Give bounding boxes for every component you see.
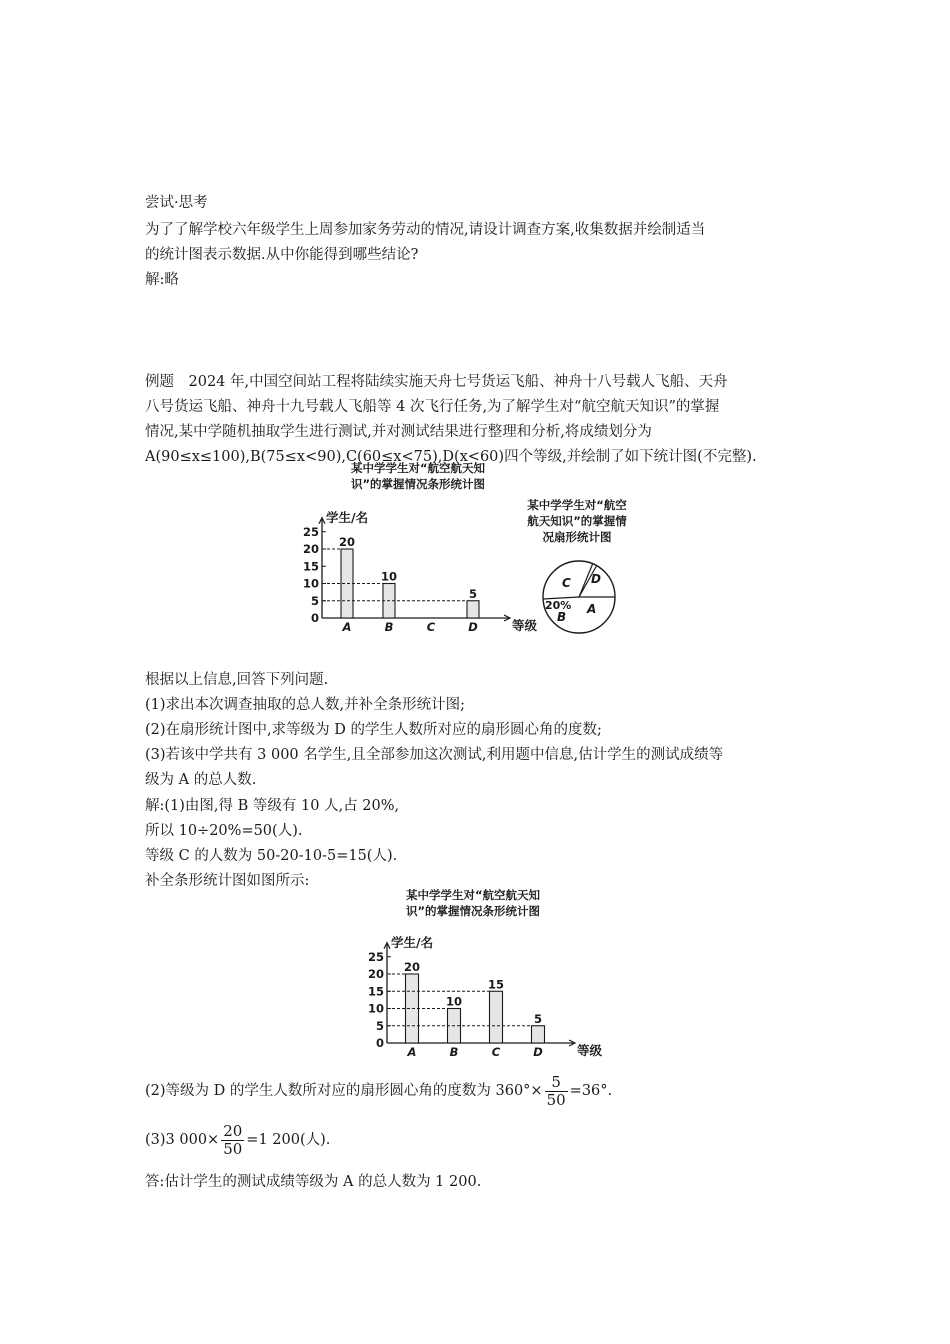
solution-text: (3)3 000× <box>145 1132 220 1148</box>
solution-text: =36°. <box>569 1083 613 1099</box>
bar-value-label: 20 <box>403 960 421 974</box>
solution-step: 解:(1)由图,得 B 等级有 10 人,占 20%, <box>145 798 400 814</box>
x-tick-label: A <box>342 620 352 634</box>
y-tick-label: 20 <box>302 542 319 556</box>
answer-text: 解:略 <box>145 272 179 288</box>
bar-c <box>490 991 503 1043</box>
chart-title: 某中学学生对“航空航天知 <box>350 461 486 475</box>
y-tick-label: 0 <box>375 1036 384 1050</box>
pie-label-d: D <box>591 572 601 586</box>
bar-chart-plot <box>368 935 603 1059</box>
x-tick-label: B <box>449 1045 459 1059</box>
y-tick-label: 0 <box>310 611 319 625</box>
fraction <box>545 1074 568 1109</box>
question-item: (3)若该中学共有 3 000 名学生,且全部参加这次测试,利用题中信息,估计学生的测试成绩等 <box>145 747 724 763</box>
y-tick-label: 25 <box>302 524 319 539</box>
pie-label-a: A <box>587 602 597 616</box>
question-item: (2)在扇形统计图中,求等级为 D 的学生人数所对应的扇形圆心角的度数; <box>145 722 602 738</box>
solution-step: 等级 C 的人数为 50-20-10-5=15(人). <box>145 848 398 864</box>
solution-step: 补全条形统计图如图所示: <box>145 873 310 889</box>
bar-value-label: 15 <box>487 977 505 992</box>
bar-chart-incomplete <box>295 460 538 640</box>
chart-title: 航天知识”的掌握情 <box>527 514 627 528</box>
solution-step: 所以 10÷20%=50(人). <box>145 823 303 839</box>
chart-title: 况扇形统计图 <box>542 530 612 544</box>
pie-label-percent: 20% <box>545 599 572 612</box>
x-tick-label: D <box>468 620 478 634</box>
bar-value-label: 20 <box>338 535 356 549</box>
solution-step <box>145 1121 330 1159</box>
x-tick-label: C <box>491 1045 501 1059</box>
x-axis-label: 等级 <box>577 1043 603 1058</box>
question-text: 的统计图表示数据.从中你能得到哪些结论? <box>145 247 419 263</box>
y-tick-label: 5 <box>310 593 319 608</box>
bar-value-label: 5 <box>533 1011 543 1026</box>
example-text: 例题 2024 年,中国空间站工程将陆续实施天舟七号货运飞船、神舟十八号载人飞船、天舟 <box>145 374 728 390</box>
chart-title: 某中学学生对“航空航天知 <box>405 888 541 902</box>
pie-label-b: B <box>557 610 567 624</box>
chart-title: 识”的掌握情况条形统计图 <box>405 904 541 918</box>
y-tick-label: 10 <box>302 576 319 591</box>
y-tick-label: 25 <box>367 949 384 964</box>
fraction-numerator: 5 <box>545 1074 568 1092</box>
y-tick-label: 15 <box>302 559 319 574</box>
y-tick-label: 15 <box>367 984 384 999</box>
bar-chart-plot <box>303 510 538 634</box>
x-tick-label: A <box>407 1045 417 1059</box>
question-item: (1)求出本次调查抽取的总人数,并补全条形统计图; <box>145 697 466 713</box>
y-tick-label: 5 <box>375 1018 384 1033</box>
solution-text: (2)等级为 D 的学生人数所对应的扇形圆心角的度数为 360°× <box>145 1083 543 1099</box>
fraction-denominator: 50 <box>223 1139 243 1158</box>
y-axis-label: 学生/名 <box>326 509 369 525</box>
bar-d <box>532 1026 545 1043</box>
fraction-denominator: 50 <box>546 1090 566 1109</box>
x-tick-label: C <box>426 620 436 634</box>
y-tick-label: 10 <box>367 1001 384 1016</box>
final-answer: 答:估计学生的测试成绩等级为 A 的总人数为 1 200. <box>145 1174 482 1190</box>
bar-chart-complete <box>360 885 603 1065</box>
bar-d <box>467 601 479 618</box>
example-text: A(90≤x≤100),B(75≤x<90),C(60≤x<75),D(x<60)四个等级,并绘制了如下统计图(不完整). <box>145 449 757 465</box>
bar-value-label: 10 <box>380 569 398 584</box>
fraction <box>221 1123 244 1158</box>
x-axis-label: 等级 <box>512 618 538 633</box>
chart-title: 识”的掌握情况条形统计图 <box>350 477 486 491</box>
y-axis-label: 学生/名 <box>391 934 434 950</box>
chart-title: 某中学学生对“航空 <box>527 498 627 512</box>
x-tick-label: B <box>384 620 394 634</box>
solution-text: =1 200(人). <box>246 1132 331 1148</box>
pie-chart <box>505 495 655 640</box>
example-text: 情况,某中学随机抽取学生进行测试,并对测试结果进行整理和分析,将成绩划分为 <box>145 424 652 440</box>
bar-value-label: 10 <box>445 994 463 1009</box>
solution-step <box>145 1072 612 1110</box>
question-text: 为了了解学校六年级学生上周参加家务劳动的情况,请设计调查方案,收集数据并绘制适当 <box>145 222 706 238</box>
y-tick-label: 20 <box>367 967 384 981</box>
questions-intro: 根据以上信息,回答下列问题. <box>145 672 329 688</box>
fraction-numerator: 20 <box>223 1121 243 1140</box>
question-item: 级为 A 的总人数. <box>145 772 257 788</box>
x-tick-label: D <box>533 1045 543 1059</box>
section-heading: 尝试·思考 <box>145 195 208 211</box>
example-text: 八号货运飞船、神舟十九号载人飞船等 4 次飞行任务,为了解学生对“航空航天知识”的掌握 <box>145 399 720 415</box>
bar-value-label: 5 <box>468 586 478 601</box>
pie-label-c: C <box>562 576 571 590</box>
